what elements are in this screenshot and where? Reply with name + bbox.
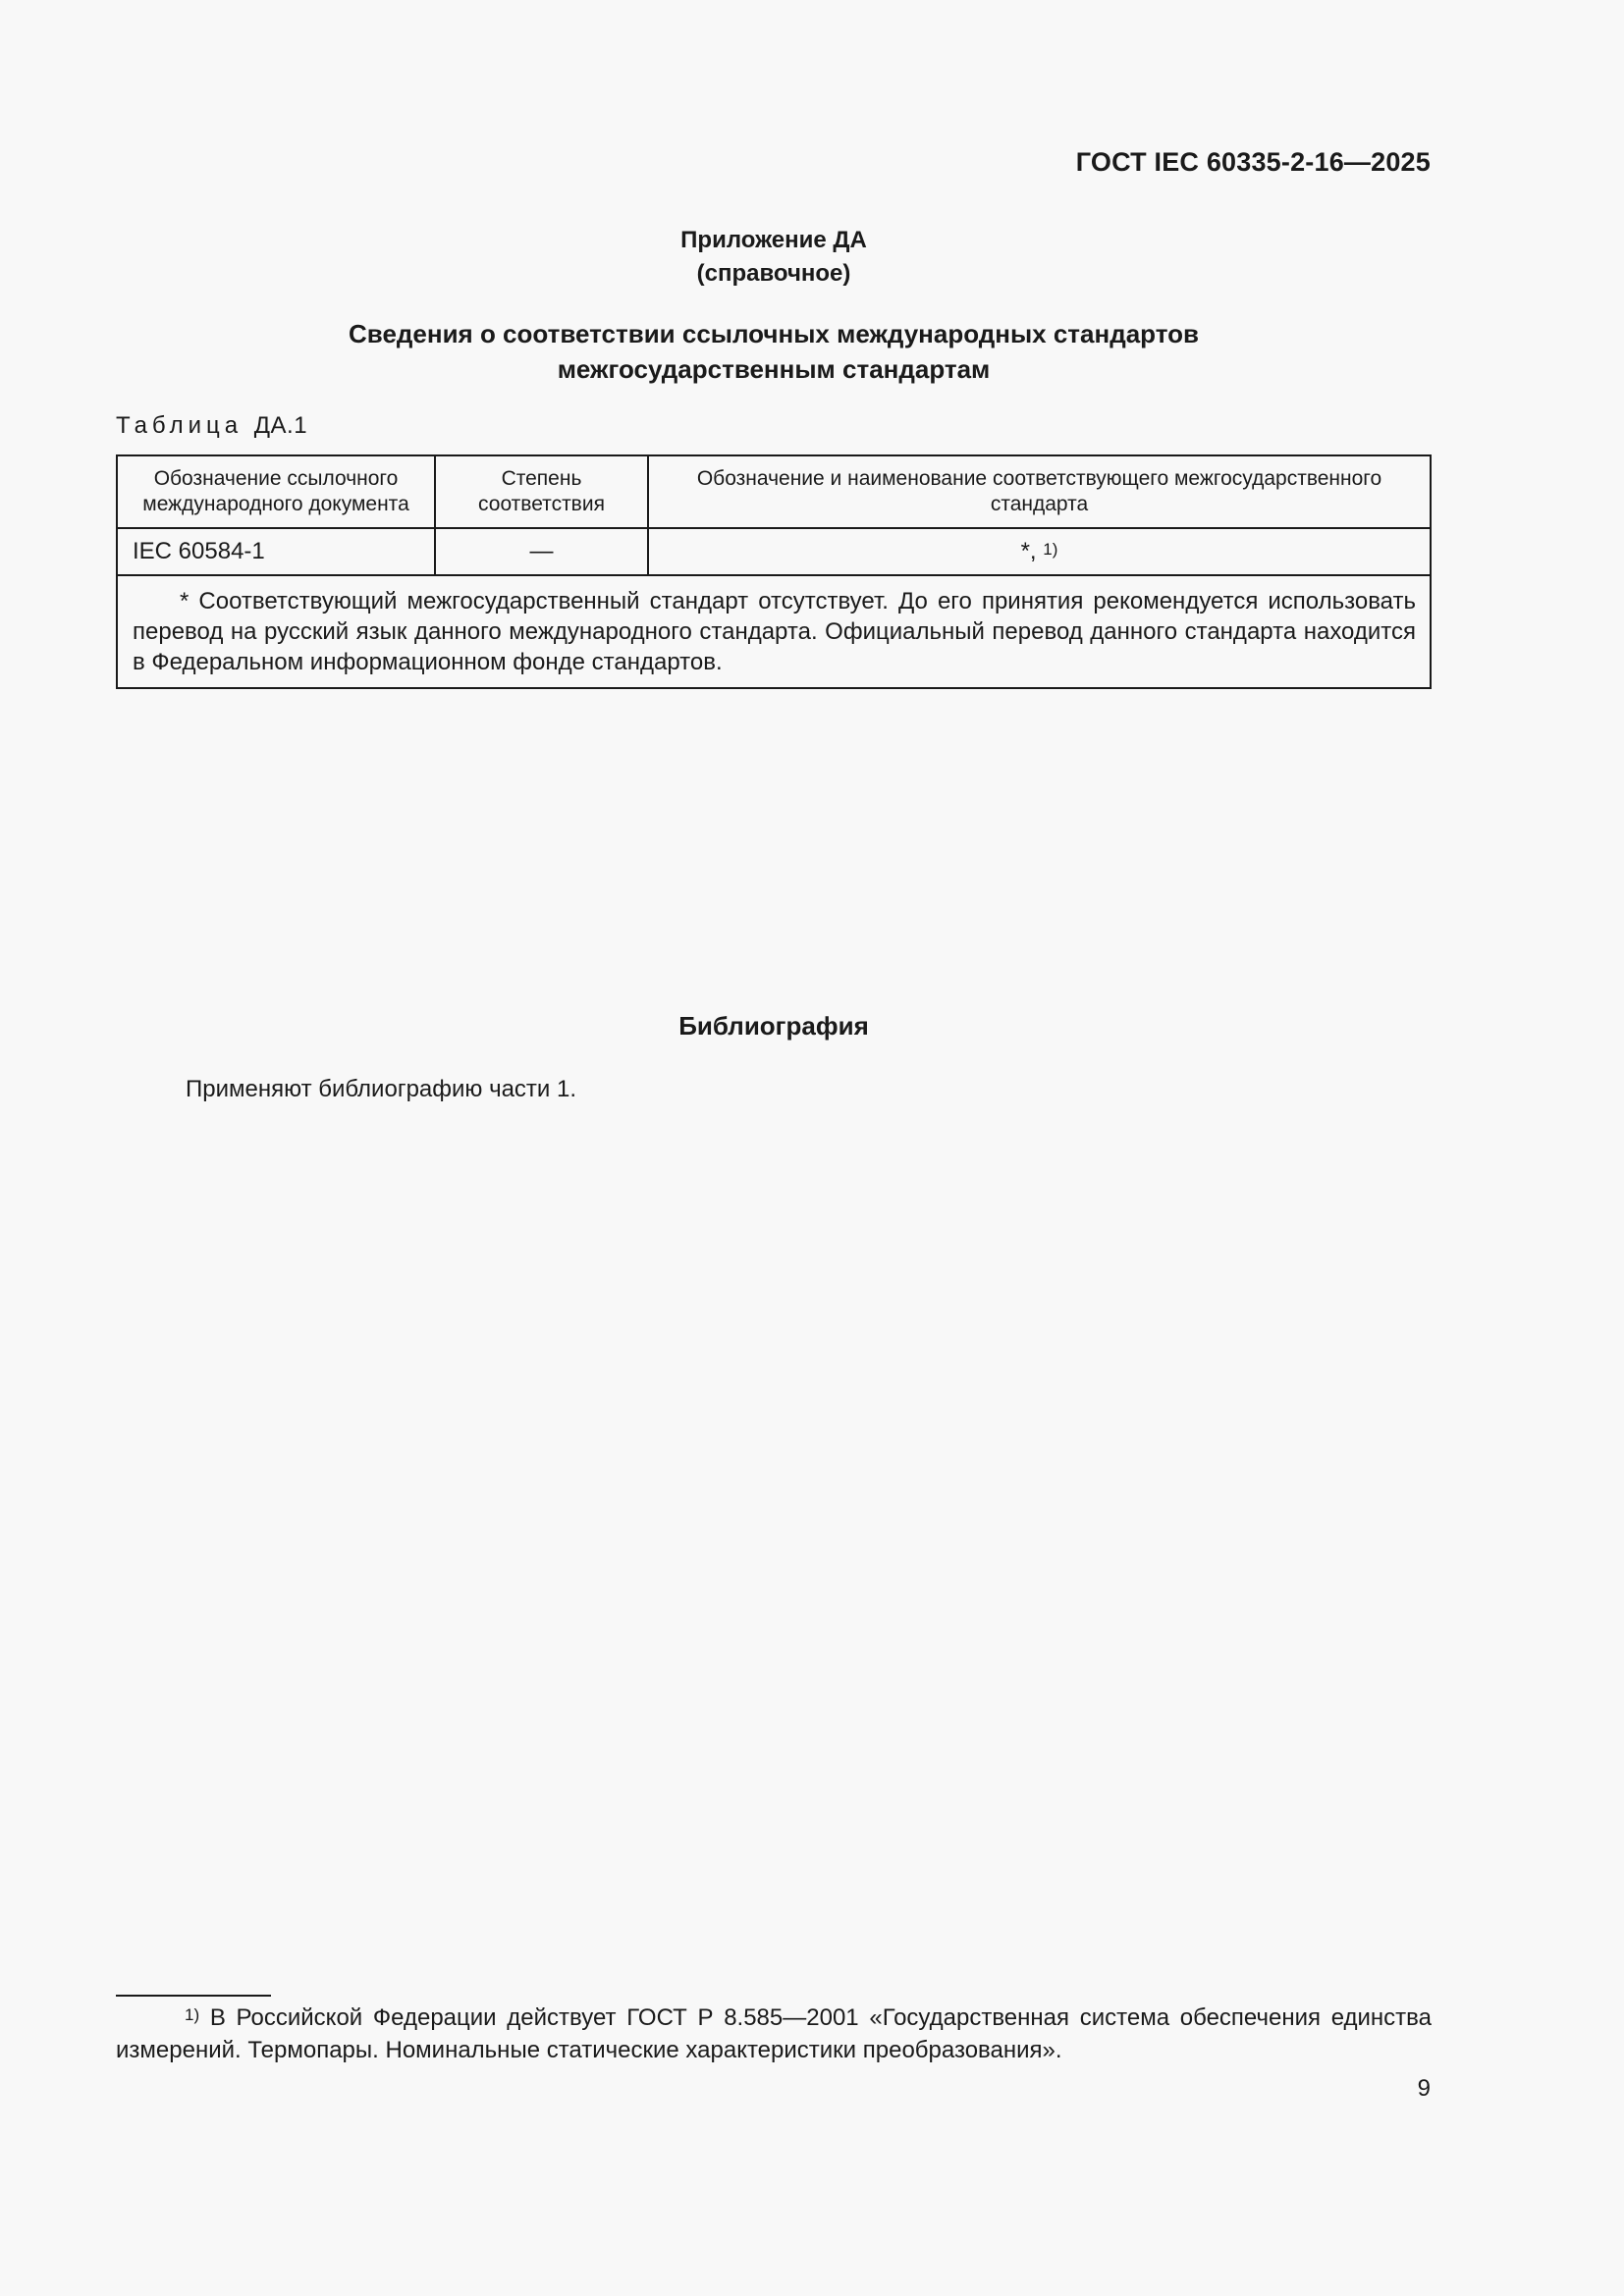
- section-title-line-1: Сведения о соответствии ссылочных международных стандартов: [349, 319, 1199, 348]
- section-title-line-2: межгосударственным стандартам: [557, 354, 991, 384]
- appendix-title: Приложение ДА: [680, 227, 867, 253]
- bibliography-text: Применяют библиографию части 1.: [186, 1076, 577, 1102]
- reference-table: [116, 454, 1432, 689]
- bibliography-title: Библиография: [678, 1011, 869, 1041]
- header-degree-of-conformity: Степень соответствия: [435, 455, 648, 528]
- table-note: * Соответствующий межгосударственный стандарт отсутствует. До его принятия рекомендуется использовать перевод на русский язык данного международного стандарта. Официальный перевод данного стандарта находится в Федеральном информационном фонде стандартов.: [117, 575, 1431, 688]
- cell-gost-marker: *,: [1020, 538, 1037, 564]
- table-caption: [116, 412, 307, 440]
- appendix-type: (справочное): [696, 260, 851, 287]
- table-caption-number: ДА.1: [253, 412, 308, 439]
- table-row: [117, 528, 1431, 575]
- footnote: [116, 2002, 1432, 2065]
- footnote-text: В Российской Федерации действует ГОСТ Р 8.585—2001 «Государственная система обеспечения единства измерений. Термопары. Номинальные статические характеристики преобразования».: [116, 2004, 1432, 2063]
- footnote-reference: 1): [1043, 540, 1058, 559]
- header-interstate-standard: Обозначение и наименование соответствующего межгосударственного стандарта: [648, 455, 1431, 528]
- header-international-designation: Обозначение ссылочного международного документа: [117, 455, 435, 528]
- footnote-separator: [116, 1995, 271, 1997]
- document-code: ГОСТ IEC 60335-2-16—2025: [1075, 147, 1431, 177]
- section-title: [0, 316, 1547, 387]
- page-number: 9: [1417, 2075, 1431, 2102]
- cell-interstate-standard: [648, 528, 1431, 575]
- appendix-heading: [0, 224, 1547, 291]
- cell-degree: —: [435, 528, 648, 575]
- table-caption-word: Таблица: [116, 412, 244, 439]
- table-header-row: [117, 455, 1431, 528]
- table-note-row: [117, 575, 1431, 688]
- cell-designation: IEC 60584-1: [117, 528, 435, 575]
- footnote-marker: 1): [185, 2005, 200, 2024]
